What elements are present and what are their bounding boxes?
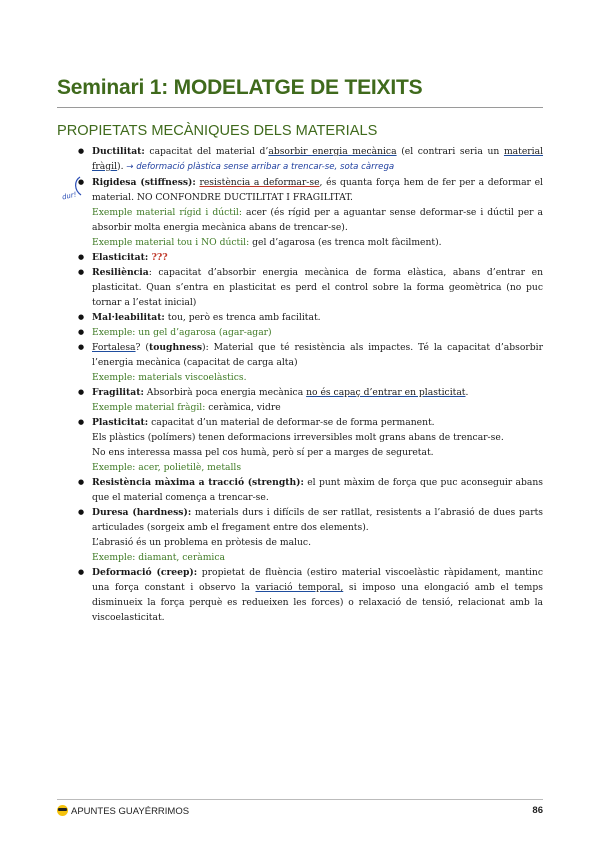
item-text: tou, però es trenca amb facilitat. (164, 312, 321, 323)
underlined-phrase: resistència a deformar-se (199, 177, 320, 188)
term-label: Plasticitat: (92, 417, 149, 428)
list-item-resiliencia (92, 265, 543, 310)
list-item-plasticitat (92, 415, 543, 430)
item-text: si imposo una elongació amb el temps disminueix la força perquè es redueixen les forces) o relaxació de tensió, relacionat amb la viscoelasticitat. (92, 582, 543, 623)
example-label: Exemple material rígid i dúctil: (92, 207, 242, 218)
underlined-phrase: no és capaç d’entrar en plasticitat (306, 387, 466, 398)
list-item-fortalesa (92, 340, 543, 370)
example-line: Exemple: diamant, ceràmica (92, 552, 225, 563)
margin-annotation: dur! (61, 190, 78, 202)
item-text: . (465, 387, 469, 398)
list-item-malleabilitat (92, 310, 543, 325)
example-label: Exemple material fràgil: (92, 402, 206, 413)
list-item-traccio (92, 475, 543, 505)
list-item-fragilitat (92, 385, 543, 400)
item-text: ): Material que té resistència als impactes. Té la capacitat d’absorbir l’energia mecànica (capacitat de carga alta) (92, 342, 543, 368)
text-line: Els plàstics (polímers) tenen deformacions irreversibles molt grans abans de trencar-se. (92, 432, 504, 443)
page-number: 86 (532, 805, 543, 816)
page-title: Seminari 1: MODELATGE DE TEIXITS (57, 76, 423, 99)
underlined-phrase: Fortalesa (92, 342, 136, 353)
example-line: Exemple: materials viscoelàstics. (92, 372, 247, 383)
underlined-phrase: material fràgil (92, 146, 544, 172)
item-text: ). (117, 161, 124, 172)
item-text: (el contrari seria un (396, 146, 504, 157)
item-text: propietat de fluència (estiro material viscoelàstic ràpidament, mantinc una força constant i observo la (92, 567, 543, 593)
footer-divider (57, 799, 543, 800)
term-label: Rigidesa (stiffness): (92, 177, 196, 188)
question-marks: ??? (148, 252, 168, 263)
list-item-example: ● Exemple: un gel d’agarosa (agar-agar) (92, 325, 543, 340)
properties-list (92, 144, 543, 625)
term-label: Duresa (hardness): (92, 507, 192, 518)
underlined-phrase: absorbir energia mecànica (268, 146, 397, 157)
list-item-deformacio (92, 565, 543, 625)
item-text: materials durs i difícils de ser ratllat, resistents a l’abrasió de dues parts articulades (sorgeix amb el fregament entre dos elements). (92, 507, 544, 533)
text-line: L’abrasió és un problema en pròtesis de maluc. (92, 537, 311, 548)
term-label: Resiliència (92, 267, 149, 278)
item-text: gel d’agarosa (es trenca molt fàcilment). (249, 237, 442, 248)
example-line (92, 235, 543, 250)
item-text: ceràmica, vidre (205, 402, 281, 413)
example-line: Exemple: acer, polietilè, metalls (92, 462, 242, 473)
item-text: , és quanta força hem de fer per a deformar el material. NO CONFONDRE DUCTILITAT I FRAGILITAT. (92, 177, 543, 203)
section-heading: PROPIETATS MECÀNIQUES DELS MATERIALS (57, 123, 378, 139)
example-label: Exemple material tou i NO dúctil: (92, 237, 250, 248)
item-text: capacitat del material d’ (144, 146, 269, 157)
list-item-duresa (92, 505, 543, 535)
example-line (92, 400, 543, 415)
item-text: ? ( (135, 342, 149, 353)
footer-brand (57, 805, 189, 817)
item-text: el punt màxim de força que puc aconseguir abans que el material comença a trencar-se. (92, 477, 543, 503)
title-divider (57, 107, 543, 108)
item-text: capacitat d’un material de deformar-se de forma permanent. (148, 417, 435, 428)
footer-brand-text: APUNTES GUAYÉRRIMOS (71, 806, 190, 817)
list-item-ductilitat (92, 144, 543, 175)
term-label: Ductilitat: (92, 146, 145, 157)
term-label: Deformació (creep): (92, 567, 198, 578)
underlined-phrase: variació temporal, (255, 582, 344, 593)
list-item-elasticitat (92, 250, 543, 265)
sunglasses-emoji-icon (57, 805, 68, 816)
handwritten-note: → deformació plàstica sense arribar a trencar-se, sota càrrega (123, 162, 395, 172)
text-line: No ens interessa massa pel cos humà, però sí per a marges de seguretat. (92, 447, 434, 458)
term-label: Elasticitat: (92, 252, 149, 263)
term-label: Fragilitat: (92, 387, 144, 398)
item-text: : capacitat d’absorbir energia mecànica de forma elàstica, abans d’entrar en plasticitat. Quan s’entra en plasticitat es perd el control sobre la forma geomètrica (no puc tornar a l’estat inicial) (92, 267, 543, 308)
term-label: Resistència màxima a tracció (strength): (92, 477, 304, 488)
term-label: toughness (148, 342, 203, 353)
term-label: Mal·leabilitat: (92, 312, 165, 323)
list-item-rigidesa (92, 175, 543, 205)
item-text: acer (és rígid per a aguantar sense deformar-se i dúctil per a absorbir molta energia mecànica abans de trencar-se). (92, 207, 544, 233)
item-text: Absorbirà poca energia mecànica (143, 387, 307, 398)
example-line (92, 205, 543, 235)
